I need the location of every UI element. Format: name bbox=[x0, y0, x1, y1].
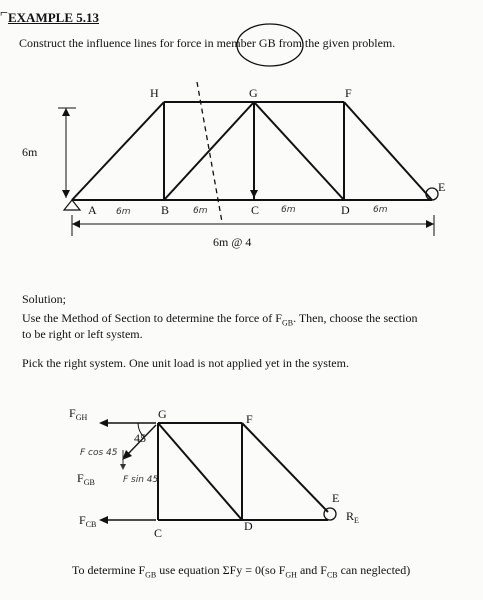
eq-post: can neglected) bbox=[337, 563, 411, 577]
arrow-fgh-head bbox=[99, 419, 108, 427]
eq-sub3: CB bbox=[326, 570, 338, 580]
hand-sin-note: F sin 45 bbox=[123, 475, 159, 485]
member-BG bbox=[164, 102, 254, 200]
equation-note bbox=[72, 563, 410, 579]
solution-label: Solution; bbox=[22, 292, 67, 306]
fbd-node-F: F bbox=[246, 412, 253, 426]
node-G: G bbox=[249, 86, 258, 100]
label-fgb: $F_{GB}$ bbox=[77, 471, 95, 487]
node-A: A bbox=[88, 203, 97, 217]
node-E: E bbox=[438, 180, 446, 194]
node-C: C bbox=[251, 203, 260, 217]
hand-note-1: 6m bbox=[116, 207, 131, 217]
hand-note-3: 6m bbox=[281, 205, 296, 215]
fbd-node-E: E bbox=[332, 491, 340, 505]
highlight-circle bbox=[237, 24, 303, 66]
eq-sub1: GB bbox=[145, 570, 157, 580]
method-text-sub: GB bbox=[281, 318, 294, 328]
span-arrow-left bbox=[72, 220, 80, 228]
fbd-member-FE bbox=[242, 423, 328, 512]
corner-mark: ⌐ bbox=[0, 6, 8, 21]
span-label: 6m @ 4 bbox=[213, 235, 252, 249]
arrow-fcb-head bbox=[99, 516, 108, 524]
label-fgh: $F_{GH}$ bbox=[69, 406, 88, 422]
fbd-node-C: C bbox=[154, 526, 163, 540]
height-dim-arrow-top bbox=[62, 108, 70, 116]
angle-label: 45 bbox=[134, 431, 146, 445]
eq-mid2: and F bbox=[296, 563, 327, 577]
eq-pre: To determine F bbox=[72, 563, 146, 577]
node-B: B bbox=[161, 203, 170, 217]
fbd-node-D: D bbox=[244, 519, 253, 533]
method-text-post: . Then, choose the section bbox=[293, 311, 418, 325]
height-label: 6m bbox=[22, 145, 38, 159]
fbd-member-GD bbox=[158, 423, 242, 520]
pick-system-paragraph: Pick the right system. One unit load is not applied yet in the system. bbox=[22, 356, 349, 370]
method-text-pre: Use the Method of Section to determine the force of F bbox=[22, 311, 282, 325]
member-AH bbox=[72, 102, 164, 200]
example-heading: EXAMPLE 5.13 bbox=[8, 10, 99, 25]
eq-mid1: use equation ΣFy = 0(so F bbox=[156, 563, 286, 577]
node-H: H bbox=[150, 86, 159, 100]
hand-sin-arrowhead bbox=[120, 464, 126, 470]
height-dim-arrow-bottom bbox=[62, 190, 70, 198]
fbd-node-G: G bbox=[158, 407, 167, 421]
method-paragraph-line1 bbox=[22, 311, 417, 327]
load-arrowhead bbox=[250, 190, 258, 198]
problem-statement: Construct the influence lines for force in member GB from the given problem. bbox=[19, 36, 396, 50]
fbd-roller-E bbox=[324, 508, 336, 520]
hand-note-4: 6m bbox=[373, 205, 388, 215]
eq-sub2: GH bbox=[285, 570, 297, 580]
pin-support-A bbox=[64, 200, 80, 210]
span-arrow-right bbox=[426, 220, 434, 228]
hand-note-2: 6m bbox=[193, 206, 208, 216]
member-FE bbox=[344, 102, 432, 200]
hand-cos-note: F cos 45 bbox=[80, 448, 118, 458]
label-reaction: $R_E$ bbox=[346, 509, 359, 525]
node-F: F bbox=[345, 86, 352, 100]
member-GD bbox=[254, 102, 344, 200]
node-D: D bbox=[341, 203, 350, 217]
method-paragraph-line2: to be right or left system. bbox=[22, 327, 143, 341]
label-fcb: $F_{CB}$ bbox=[79, 513, 97, 529]
